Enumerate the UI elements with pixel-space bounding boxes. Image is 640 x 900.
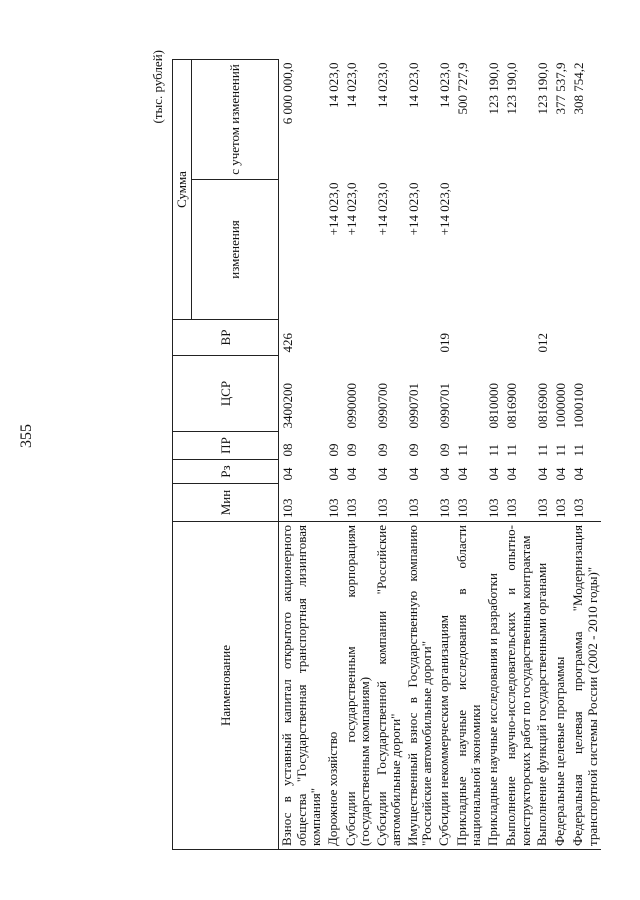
row-name: Субсидии государственным корпорациям (государственным компаниям) — [343, 522, 374, 850]
row-change — [570, 180, 601, 320]
header-pr: ПР — [173, 432, 279, 460]
row-min: 103 — [280, 498, 295, 518]
row-vr — [552, 320, 570, 356]
row-min: 103 — [504, 498, 520, 518]
row-total: 14 023,0 — [325, 62, 341, 108]
row-change: +14 023,0 — [343, 182, 359, 236]
row-change: +14 023,0 — [405, 182, 421, 236]
row-csr: 1000000 — [553, 383, 569, 429]
header-min: Мин — [173, 484, 279, 522]
row-name: Прикладные научные исследования в области национальной экономики — [454, 522, 485, 850]
page-number: 355 — [18, 424, 35, 448]
row-csr: 0810000 — [486, 383, 502, 429]
table-row — [534, 60, 552, 850]
row-vr — [454, 320, 485, 356]
row-min: 103 — [535, 498, 551, 518]
row-change — [534, 180, 552, 320]
row-csr: 0990700 — [374, 383, 390, 429]
row-vr — [503, 320, 534, 356]
row-pr: 11 — [571, 443, 587, 457]
table-row — [279, 60, 325, 850]
header-csr: ЦСР — [173, 356, 279, 432]
row-total: 6 000 000,0 — [280, 62, 295, 125]
row-change: +14 023,0 — [374, 182, 390, 236]
row-rz: 04 — [454, 467, 470, 481]
row-change — [552, 180, 570, 320]
table-row — [570, 60, 601, 850]
row-vr: 426 — [280, 333, 295, 353]
row-change: +14 023,0 — [436, 182, 452, 236]
row-rz: 04 — [504, 467, 520, 481]
row-total: 123 190,0 — [486, 62, 502, 115]
row-min: 103 — [374, 498, 390, 518]
row-name: Субсидии некоммерческим организациям — [436, 522, 454, 850]
row-min: 103 — [454, 498, 470, 518]
row-csr: 0990000 — [343, 383, 359, 429]
table-header — [173, 60, 279, 850]
row-change — [503, 180, 534, 320]
table-row — [374, 60, 405, 850]
row-change — [454, 180, 485, 320]
row-total: 377 537,9 — [553, 62, 569, 115]
row-name: Федеральные целевые программы — [552, 522, 570, 850]
table-row — [454, 60, 485, 850]
row-vr — [405, 320, 436, 356]
row-vr — [570, 320, 601, 356]
row-min: 103 — [553, 498, 569, 518]
row-csr: 0816900 — [504, 383, 520, 429]
row-pr: 09 — [343, 443, 359, 457]
row-total: 500 727,9 — [454, 62, 470, 115]
row-pr: 11 — [486, 443, 502, 457]
row-name: Имущественный взнос в Государственную компанию "Российские автомобильные дороги" — [405, 522, 436, 850]
row-min: 103 — [343, 498, 359, 518]
header-vr: ВР — [173, 320, 279, 356]
row-vr — [374, 320, 405, 356]
row-total: 308 754,2 — [571, 62, 587, 115]
row-pr: 11 — [504, 443, 520, 457]
budget-table — [172, 59, 601, 850]
row-min: 103 — [571, 498, 587, 518]
header-sum: Сумма — [173, 60, 192, 320]
row-name: Выполнение функций государственными органами — [534, 522, 552, 850]
row-pr: 11 — [535, 443, 551, 457]
rotated-page — [140, 50, 640, 850]
table-body — [279, 60, 602, 850]
row-rz: 04 — [374, 467, 390, 481]
row-rz: 04 — [405, 467, 421, 481]
row-rz: 04 — [535, 467, 551, 481]
row-min: 103 — [436, 498, 452, 518]
row-rz: 04 — [325, 467, 341, 481]
row-vr: 012 — [535, 333, 551, 353]
row-pr: 09 — [374, 443, 390, 457]
row-name: Дорожное хозяйство — [325, 522, 343, 850]
row-min: 103 — [405, 498, 421, 518]
row-vr — [485, 320, 503, 356]
row-change — [485, 180, 503, 320]
row-pr: 11 — [454, 443, 470, 457]
row-csr: 1000100 — [571, 383, 587, 429]
row-csr: 3400200 — [280, 383, 295, 429]
header-with-changes: с учетом изменений — [192, 60, 279, 180]
row-pr: 09 — [325, 443, 341, 457]
row-rz: 04 — [553, 467, 569, 481]
row-rz: 04 — [486, 467, 502, 481]
table-row — [485, 60, 503, 850]
row-pr: 08 — [280, 443, 295, 457]
row-rz: 04 — [571, 467, 587, 481]
row-min: 103 — [325, 498, 341, 518]
row-csr — [454, 356, 485, 432]
row-rz: 04 — [280, 467, 295, 481]
row-total: 14 023,0 — [374, 62, 390, 108]
row-rz: 04 — [343, 467, 359, 481]
row-pr: 09 — [405, 443, 421, 457]
table-row — [552, 60, 570, 850]
row-total: 14 023,0 — [436, 62, 452, 108]
row-min: 103 — [486, 498, 502, 518]
row-change: +14 023,0 — [325, 182, 341, 236]
table-row — [503, 60, 534, 850]
row-name: Прикладные научные исследования и разработки — [485, 522, 503, 850]
units-note: (тыс. рублей) — [150, 50, 165, 124]
table-row — [436, 60, 454, 850]
row-rz: 04 — [436, 467, 452, 481]
row-name: Федеральная целевая программа "Модернизация транспортной системы России (2002 - 2010 годы)" — [570, 522, 601, 850]
row-total: 123 190,0 — [535, 62, 551, 115]
table-row — [405, 60, 436, 850]
row-vr — [343, 320, 374, 356]
row-total: 123 190,0 — [504, 62, 520, 115]
row-name: Субсидии Государственной компании "Российские автомобильные дороги" — [374, 522, 405, 850]
row-change — [279, 180, 325, 320]
row-pr: 09 — [436, 443, 452, 457]
row-vr — [325, 320, 343, 356]
row-total: 14 023,0 — [405, 62, 421, 108]
row-name: Выполнение научно-исследовательских и опытно-конструкторских работ по государственным контрактам — [503, 522, 534, 850]
header-rz: Рз — [173, 460, 279, 484]
table-row — [343, 60, 374, 850]
row-csr — [325, 356, 343, 432]
row-pr: 11 — [553, 443, 569, 457]
row-csr: 0990701 — [436, 383, 452, 429]
header-changes: изменения — [192, 180, 279, 320]
header-name: Наименование — [173, 522, 279, 850]
row-csr: 0816900 — [535, 383, 551, 429]
row-total: 14 023,0 — [343, 62, 359, 108]
row-name: Взнос в уставный капитал открытого акционерного общества "Государственная транспортная лизинговая компания" — [279, 522, 325, 850]
table-row — [325, 60, 343, 850]
row-csr: 0990701 — [405, 383, 421, 429]
row-vr: 019 — [436, 333, 452, 353]
